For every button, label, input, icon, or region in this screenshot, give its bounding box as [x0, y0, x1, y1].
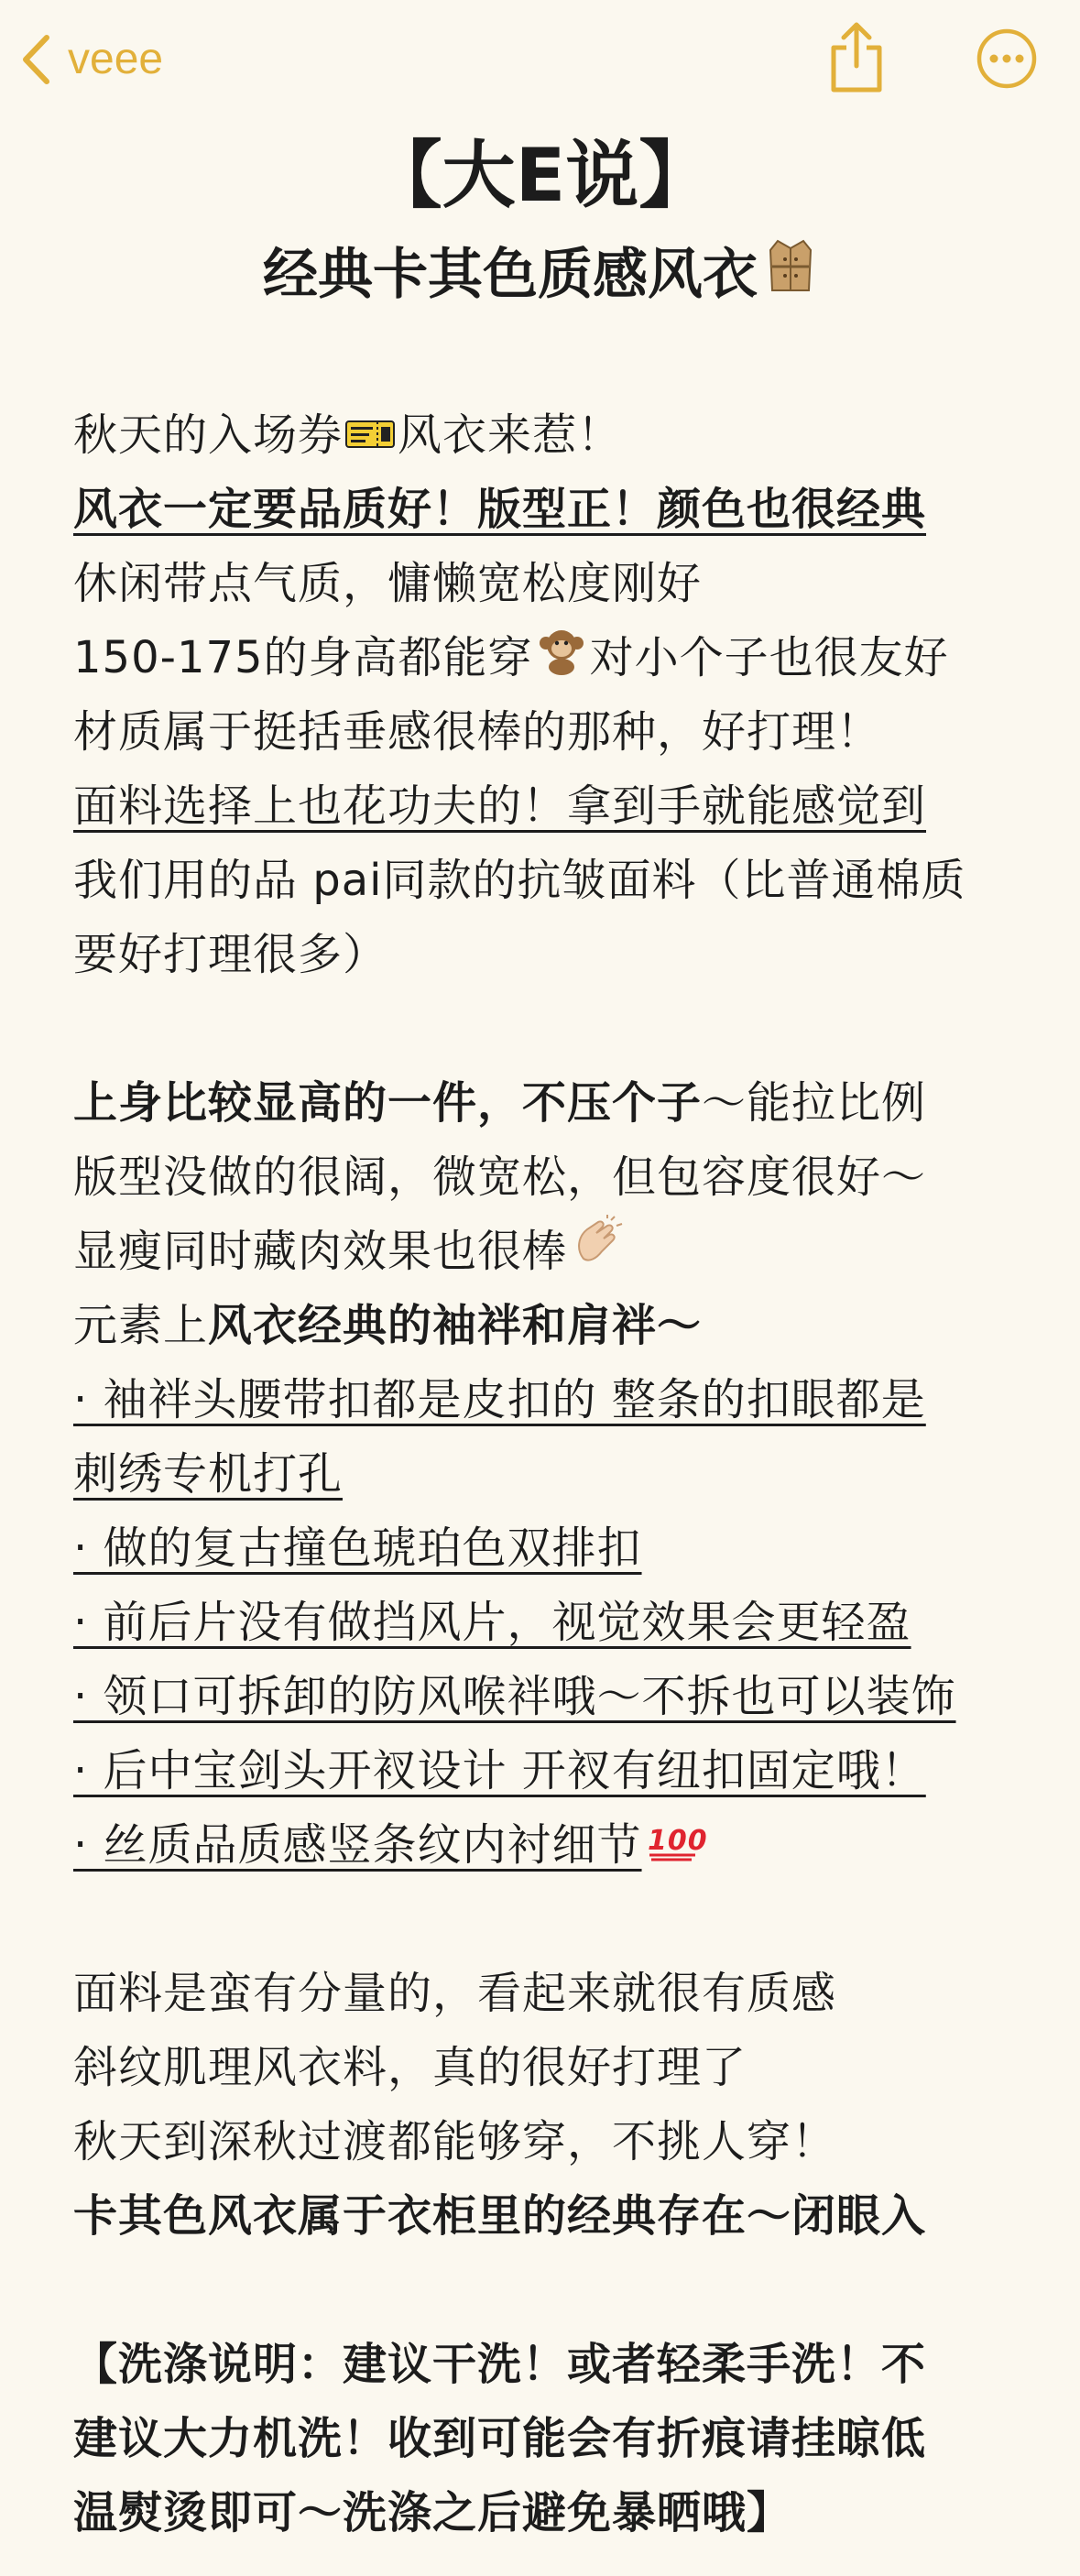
text-line: 我们用的品 pai同款的抗皱面料（比普通棉质 — [73, 855, 966, 906]
note-subtitle — [73, 236, 1008, 316]
blank-line — [73, 2254, 1044, 2328]
text-line — [73, 1808, 1044, 1883]
monkey-emoji — [533, 623, 590, 699]
note-subtitle-text: 经典卡其色质感风衣 — [263, 243, 758, 307]
navigation-bar — [0, 0, 1080, 119]
text-line: 风衣一定要品质好！版型正！颜色也很经典 — [73, 484, 927, 535]
underlined-line: · 丝质品质感竖条纹内衬细节 100 — [73, 1819, 701, 1871]
text-line: 面料选择上也花功夫的！拿到手就能感觉到 — [73, 780, 927, 832]
ticket-emoji — [343, 401, 398, 475]
share-button[interactable] — [826, 20, 887, 93]
wash-instruction-line: 建议大力机洗！收到可能会有折痕请挂晾低 — [73, 2413, 927, 2464]
text-line: 休闲带点气质，慵懒宽松度刚好 — [73, 558, 703, 609]
text-line: · 做的复古撞色琥珀色双排扣 — [73, 1523, 642, 1574]
text-line: 要好打理很多） — [73, 929, 388, 980]
hundred-points-emoji — [642, 1811, 708, 1885]
back-button[interactable] — [20, 27, 163, 92]
text-line: 刺绣专机打孔 — [73, 1448, 344, 1500]
text-line: 秋天的入场券 风衣来惹！ — [73, 398, 1044, 473]
text-line: 150-175的身高都能穿 对小个子也很友好 — [73, 621, 1044, 695]
share-icon — [826, 80, 887, 97]
text-line: · 前后片没有做挡风片，视觉效果会更轻盈 — [73, 1597, 911, 1648]
wash-instruction-line: 温熨烫即可～洗涤之后避免暴晒哦】 — [73, 2487, 792, 2538]
text-line: 显瘦同时藏肉效果也很棒 — [73, 1215, 1044, 1289]
coat-emoji — [758, 239, 818, 316]
text-line: · 袖袢头腰带扣都是皮扣的 整条的扣眼都是 — [73, 1374, 926, 1425]
blank-line — [73, 992, 1044, 1066]
text-line: 版型没做的很阔，微宽松，但包容度很好～ — [73, 1152, 927, 1203]
text-line: · 领口可拆卸的防风喉袢哦～不拆也可以装饰 — [73, 1671, 956, 1722]
text-line: 面料是蛮有分量的，看起来就很有质感 — [73, 1968, 837, 2019]
note-title: 【大E说】 — [368, 133, 713, 218]
more-ellipsis-icon — [976, 75, 1037, 93]
text-line: 卡其色风衣属于衣柜里的经典存在～闭眼入 — [73, 2190, 927, 2242]
text-line: 材质属于挺括垂感很棒的那种，好打理！ — [73, 706, 882, 758]
text-line: 斜纹肌理风衣料，真的很好打理了 — [73, 2042, 747, 2093]
blank-line — [73, 1883, 1044, 1957]
chevron-left-icon — [20, 33, 51, 86]
text-line: 上身比较显高的一件，不压个子～能拉比例 — [73, 1077, 927, 1129]
text-line: 元素上风衣经典的袖袢和肩袢～ — [73, 1300, 703, 1351]
svg-text:100: 100 — [647, 1824, 708, 1857]
text-line: · 后中宝剑头开衩设计 开衩有纽扣固定哦！ — [73, 1745, 926, 1796]
wash-instruction-line: 【洗涤说明：建议干洗！或者轻柔手洗！不 — [73, 2339, 927, 2390]
back-label: veee — [68, 35, 164, 83]
more-button[interactable] — [976, 28, 1037, 89]
note-text — [73, 398, 1044, 2550]
clapping-hands-emoji — [567, 1217, 624, 1293]
text-line: 秋天到深秋过渡都能够穿，不挑人穿！ — [73, 2116, 837, 2167]
